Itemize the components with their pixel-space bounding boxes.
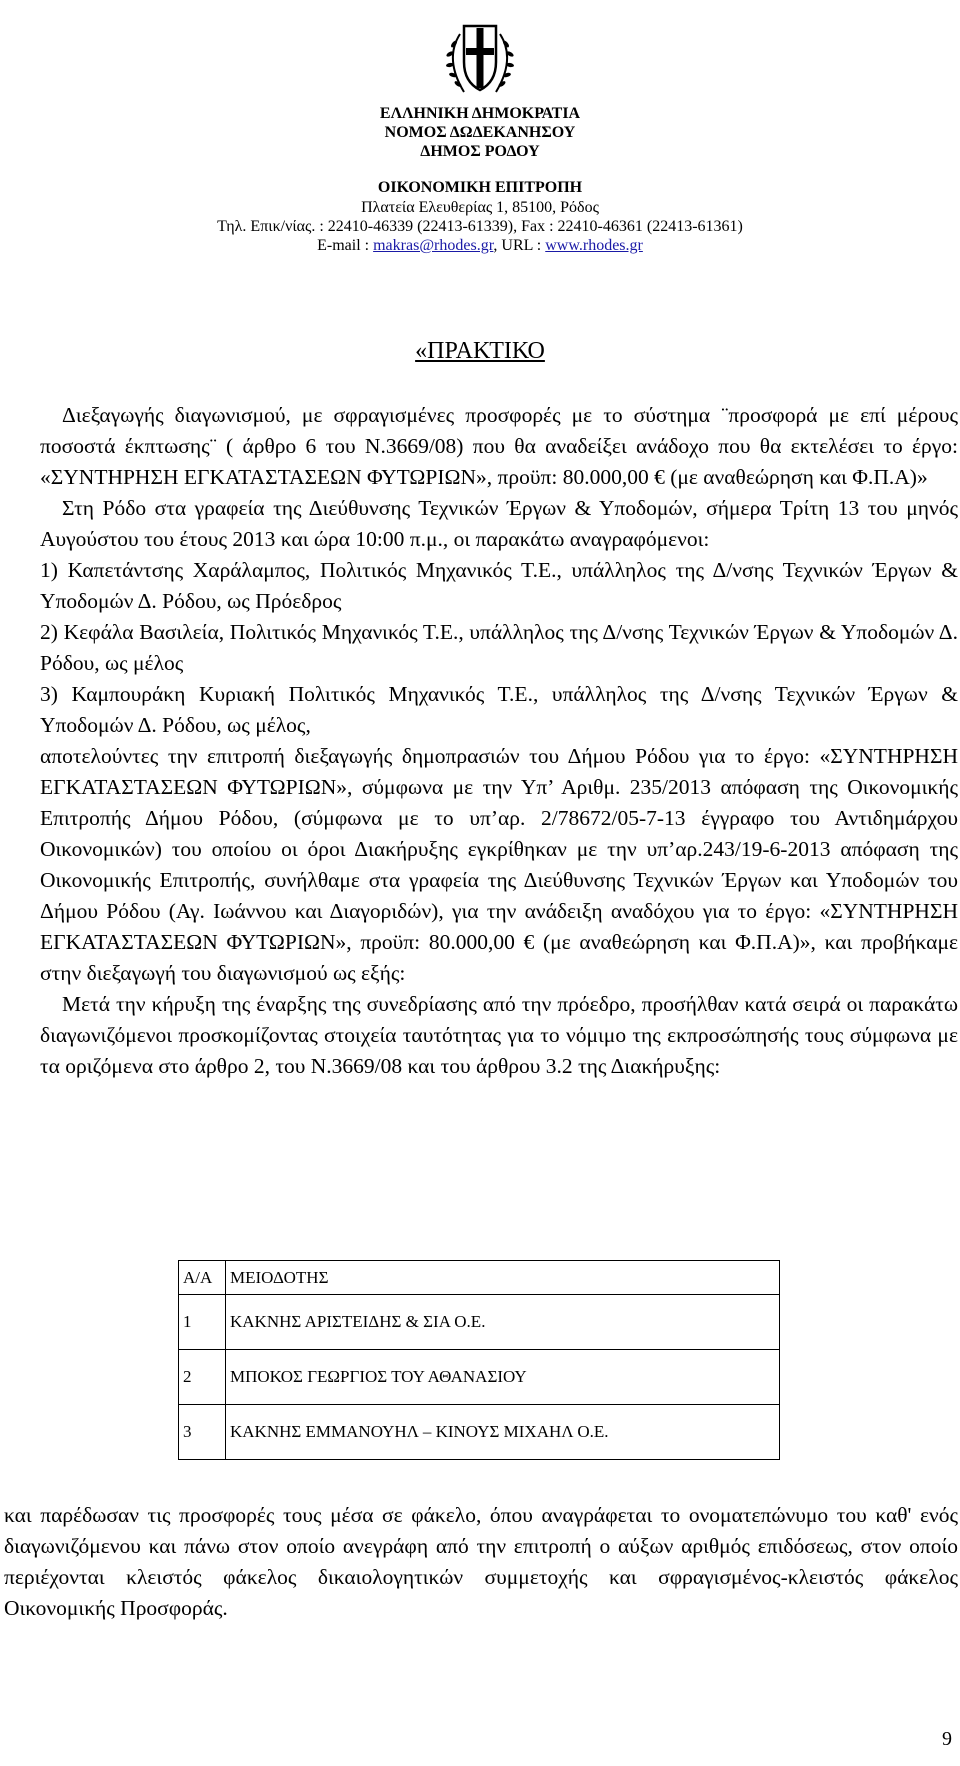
table-header-cell: Α/Α	[179, 1261, 226, 1295]
greek-coat-of-arms-icon	[430, 4, 530, 104]
table-cell-bidder: ΚΑΚΝΗΣ ΑΡΙΣΤΕΙΔΗΣ & ΣΙΑ Ο.Ε.	[226, 1295, 780, 1350]
header-committee: ΟΙΚΟΝΟΜΙΚΗ ΕΠΙΤΡΟΠΗ	[377, 179, 583, 196]
header-phones: Τηλ. Επικ/νίας. : 22410-46339 (22413-61339), Fax : 22410-46361 (22413-61361)	[217, 218, 743, 235]
table-cell-number: 3	[179, 1405, 226, 1460]
document-title: «ΠΡΑΚΤΙΚΟ	[415, 338, 545, 364]
email-link[interactable]: makras@rhodes.gr	[373, 237, 494, 254]
table-cell-number: 1	[179, 1295, 226, 1350]
table-cell-number: 2	[179, 1350, 226, 1405]
table-cell-bidder: ΜΠΟΚΟΣ ΓΕΩΡΓΙΟΣ ΤΟΥ ΑΘΑΝΑΣΙΟΥ	[226, 1350, 780, 1405]
table-cell-bidder: ΚΑΚΝΗΣ ΕΜΜΑΝΟΥΗΛ – ΚΙΝΟΥΣ ΜΙΧΑΗΛ Ο.Ε.	[226, 1405, 780, 1460]
url-label: , URL :	[493, 237, 546, 254]
table-row	[179, 1295, 780, 1350]
closing-paragraph: και παρέδωσαν τις προσφορές τους μέσα σε φάκελο, όπου αναγράφεται το ονοματεπώνυμο του καθ' ενός διαγωνιζόμενου και πάνω στον οποίο ανεγράφη από την επιτροπή ο αύξων αριθμός επιδόσεως, στον οποίο περιέχονται κλειστός φάκελος δικαιολογητικών συμμετοχής και σφραγισμένος-κλειστός φάκελος Οικονομικής Προσφοράς.	[4, 1503, 958, 1620]
url-link[interactable]: www.rhodes.gr	[545, 237, 643, 254]
member-3: 3) Καμπουράκη Κυριακή Πολιτικός Μηχανικός Τ.Ε., υπάλληλος της Δ/νσης Τεχνικών Έργων & Υποδομών Δ. Ρόδου, ως μέλος,	[40, 682, 958, 737]
header-contact	[0, 236, 960, 255]
place-date-paragraph: Στη Ρόδο στα γραφεία της Διεύθυνσης Τεχνικών Έργων & Υποδομών, σήμερα Τρίτη 13 του μηνός Αυγούστου του έτους 2013 και ώρα 10:00 π.μ., οι παρακάτω αναγραφόμενοι:	[40, 496, 958, 551]
intro-paragraph: Διεξαγωγής διαγωνισμού, με σφραγισμένες προσφορές με το σύστημα ¨προσφορά με επί μέρους ποσοστά έκπτωσης¨ ( άρθρο 6 του Ν.3669/08) που θα αναδείξει ανάδοχο που θα εκτελέσει το έργο: «ΣΥΝΤΗΡΗΣΗ ΕΓΚΑΤΑΣΤΑΣΕΩΝ ΦΥΤΩΡΙΩΝ», προϋπ: 80.000,00 € (με αναθεώρηση και Φ.Π.Α)»	[40, 403, 958, 489]
header-country: ΕΛΛΗΝΙΚΗ ΔΗΜΟΚΡΑΤΙΑ	[379, 105, 581, 122]
page-number: 9	[942, 1728, 952, 1750]
email-label: E-mail :	[317, 237, 374, 254]
member-2: 2) Κεφάλα Βασιλεία, Πολιτικός Μηχανικός Τ.Ε., υπάλληλος της Δ/νσης Τεχνικών Έργων & Υποδομών Δ. Ρόδου, ως μέλος	[40, 620, 958, 675]
header-municipality: ΔΗΜΟΣ ΡΟΔΟΥ	[420, 143, 540, 160]
header-prefecture: ΝΟΜΟΣ ΔΩΔΕΚΑΝΗΣΟΥ	[384, 124, 576, 141]
document-body	[40, 400, 958, 1082]
table-header-cell: ΜΕΙΟΔΟΤΗΣ	[226, 1261, 780, 1295]
table-row	[179, 1405, 780, 1460]
header-address: Πλατεία Ελευθερίας 1, 85100, Ρόδος	[361, 199, 599, 216]
procedure-paragraph: Μετά την κήρυξη της έναρξης της συνεδρίασης από την πρόεδρο, προσήλθαν κατά σειρά οι παρακάτω διαγωνιζόμενοι προσκομίζοντας στοιχεία ταυτότητας για το νόμιμο της εκπροσώπησής τους σύμφωνα με τα οριζόμενα στο άρθρο 2, του Ν.3669/08 και του άρθρου 3.2 της Διακήρυξης:	[40, 992, 958, 1078]
member-1: 1) Καπετάντσης Χαράλαμπος, Πολιτικός Μηχανικός Τ.Ε., υπάλληλος της Δ/νσης Τεχνικών Έργων & Υποδομών Δ. Ρόδου, ως Πρόεδρος	[40, 558, 958, 613]
committee-paragraph: αποτελούντες την επιτροπή διεξαγωγής δημοπρασιών του Δήμου Ρόδου για το έργο: «ΣΥΝΤΗΡΗΣΗ ΕΓΚΑΤΑΣΤΑΣΕΩΝ ΦΥΤΩΡΙΩΝ», σύμφωνα με την Υπ’ Αριθμ. 235/2013 απόφαση της Οικονομικής Επιτροπής Δήμου Ρόδου, (σύμφωνα με το υπ’αρ. 2/78672/05-7-13 έγγραφο του Αντιδημάρχου Οικονομικών) του οποίου οι όροι Διακήρυξης εγκρίθηκαν με την υπ’αρ.243/19-6-2013 απόφαση της Οικονομικής Επιτροπής, συνήλθαμε στα γραφεία της Διεύθυνσης Τεχνικών Έργων και Υποδομών του Δήμου Ρόδου (Αγ. Ιωάννου και Διαγοριδών), για την ανάδειξη αναδόχου για το έργο: «ΣΥΝΤΗΡΗΣΗ ΕΓΚΑΤΑΣΤΑΣΕΩΝ ΦΥΤΩΡΙΩΝ», προϋπ: 80.000,00 € (με αναθεώρηση και Φ.Π.Α)», και προβήκαμε στην διεξαγωγή του διαγωνισμού ως εξής:	[40, 744, 958, 985]
table-header-row	[179, 1261, 780, 1295]
table-row	[179, 1350, 780, 1405]
bidders-table	[178, 1260, 780, 1460]
